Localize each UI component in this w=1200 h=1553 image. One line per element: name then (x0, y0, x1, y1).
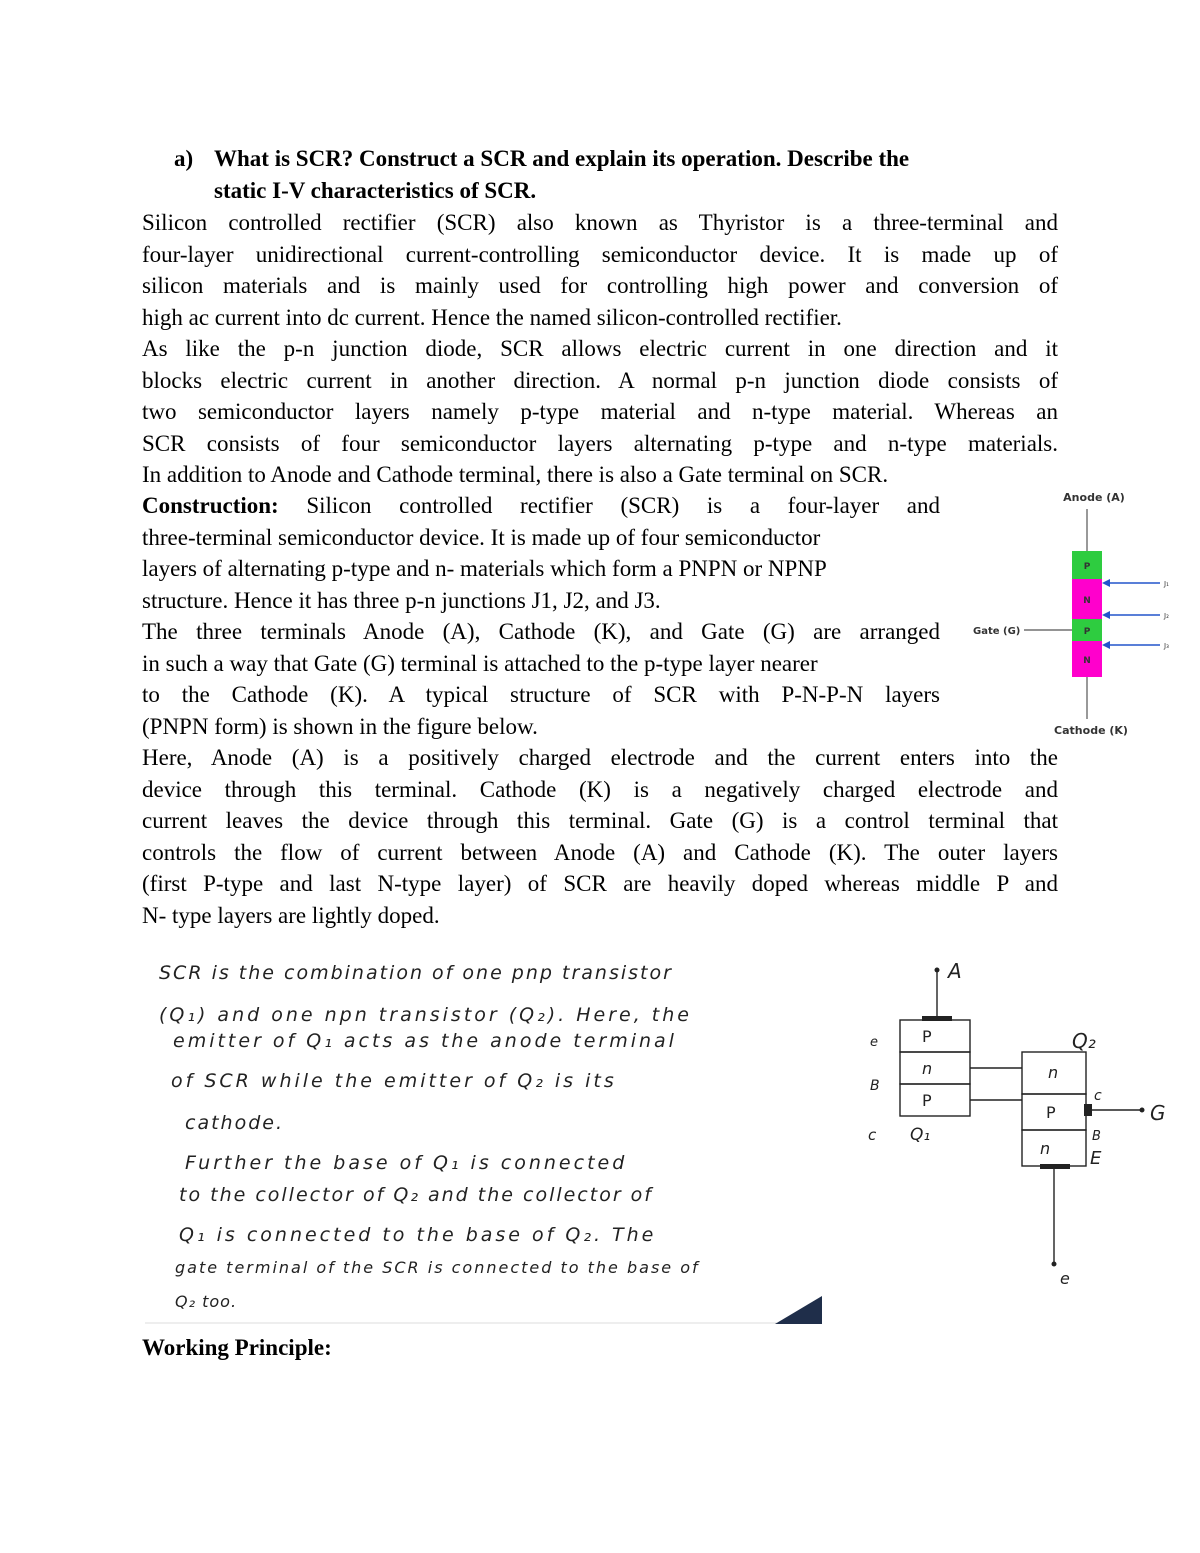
intro-line: blocks electric current in another direction. A normal p-n junction diode consists of (142, 367, 1058, 393)
intro-line: In addition to Anode and Cathode terminal, there is also a Gate terminal on SCR. (142, 462, 889, 487)
intro-line: Silicon controlled rectifier (SCR) also known as Thyristor is a three-terminal and (142, 210, 1058, 235)
sketch-label: E (1090, 1148, 1102, 1169)
handwritten-marks (145, 948, 825, 1326)
sketch-label: P (922, 1027, 932, 1046)
sketch-label: e (1060, 1269, 1070, 1288)
handwritten-line: to the collector of Q₂ and the collector of (179, 1184, 653, 1206)
working-principle-heading: Working Principle: (142, 1335, 332, 1360)
sketch-label: n (1040, 1139, 1051, 1158)
q1-layer-p-top (900, 1020, 970, 1052)
junction-label: J₂ (1164, 612, 1169, 620)
two-transistor-sketch (840, 950, 1185, 1290)
sketch-label: Q₂ (1072, 1029, 1096, 1053)
layer-label: P (1083, 627, 1091, 637)
handwritten-line: of SCR while the emitter of Q₂ is its (171, 1070, 617, 1092)
gate-label: Gate (G) (973, 626, 1021, 637)
intro-line: silicon materials and is mainly used for controlling high power and conversion of (142, 273, 1058, 298)
intro-line: four-layer unidirectional current-controlling semiconductor device. It is made up of (142, 241, 1058, 267)
terminals-line: device through this terminal. Cathode (K) is a negatively charged electrode and (142, 776, 1058, 802)
sketch-label: B (1092, 1129, 1101, 1144)
gate-terminal-dot (1140, 1108, 1145, 1113)
arrowhead-icon (1102, 579, 1110, 587)
terminals-line: current leaves the device through this terminal. Gate (G) is a control terminal that (142, 808, 1058, 833)
handwritten-line: emitter of Q₁ acts as the anode terminal (173, 1030, 677, 1052)
terminals-line: N- type layers are lightly doped. (142, 902, 440, 928)
intro-paragraph (142, 207, 1058, 491)
scr-structure-figure (960, 485, 1190, 740)
layer-label: P (1083, 562, 1091, 572)
terminals-paragraph (142, 742, 1058, 931)
handwritten-line: Further the base of Q₁ is connected (185, 1152, 628, 1174)
anode-label: Anode (A) (1063, 491, 1125, 504)
sketch-label: P (922, 1091, 932, 1110)
question-line-2: static I-V characteristics of SCR. (214, 177, 537, 203)
arrowhead-icon (1102, 611, 1110, 619)
sketch-label: A (948, 959, 962, 983)
sketch-label: n (1048, 1063, 1059, 1082)
sketch-label: P (1046, 1103, 1056, 1122)
sketch-label: e (870, 1035, 878, 1050)
handwritten-line: (Q₁) and one npn transistor (Q₂). Here, the (159, 1004, 692, 1026)
layer-label: N (1083, 656, 1091, 666)
question-label: a) (174, 146, 194, 171)
construction-line: three-terminal semiconductor device. It is made up of four semiconductor (142, 524, 821, 550)
sketch-label: c (1094, 1088, 1102, 1104)
anode-contact (922, 1016, 952, 1021)
cathode-label: Cathode (K) (1054, 724, 1128, 737)
construction-paragraph (142, 490, 940, 742)
handwritten-line: Q₁ is connected to the base of Q₂. The (179, 1224, 657, 1246)
q1-layer-p-bottom (900, 1084, 970, 1116)
gate-contact (1084, 1104, 1092, 1116)
terminals-line: controls the flow of current between Anode (A) and Cathode (K). The outer layers (142, 839, 1058, 865)
layer-label: N (1083, 596, 1091, 606)
sketch-label: Q₁ (910, 1125, 931, 1145)
arrowhead-icon (1102, 641, 1110, 649)
junction-label: J₃ (1164, 642, 1169, 650)
construction-line: layers of alternating p-type and n- materials which form a PNPN or NPNP (142, 556, 827, 581)
sketch-label: c (868, 1126, 877, 1144)
construction-line: The three terminals Anode (A), Cathode (K), and Gate (G) are arranged (142, 619, 940, 644)
construction-line: structure. Hence it has three p-n junctions J1, J2, and J3. (142, 587, 661, 613)
cathode-contact (1040, 1164, 1070, 1169)
intro-line: As like the p-n junction diode, SCR allows electric current in one direction and it (142, 336, 1058, 361)
handwritten-line: SCR is the combination of one pnp transistor (159, 962, 673, 984)
construction-line: in such a way that Gate (G) terminal is attached to the p-type layer nearer (142, 650, 818, 676)
construction-line: to the Cathode (K). A typical structure of SCR with P-N-P-N layers (142, 682, 940, 707)
junction-label: J₁ (1164, 580, 1169, 588)
sketch-label: n (922, 1059, 933, 1078)
anode-terminal-dot (935, 968, 940, 973)
q2-layer-n-bottom (1022, 1130, 1086, 1166)
construction-line: Construction: Silicon controlled rectifier (SCR) is a four-layer and (142, 493, 940, 518)
cathode-terminal-dot (1052, 1262, 1057, 1267)
question-line-1: a) What is SCR? Construct a SCR and explain its operation. Describe the (174, 143, 909, 175)
intro-line: SCR consists of four semiconductor layers alternating p-type and n-type materials. (142, 430, 1058, 456)
terminals-line: Here, Anode (A) is a positively charged electrode and the current enters into the (142, 745, 1058, 770)
sketch-label: B (870, 1078, 880, 1094)
scan-corner-shadow (775, 1296, 822, 1324)
handwritten-line: cathode. (185, 1112, 284, 1134)
sketch-label: G (1150, 1101, 1166, 1125)
terminals-line: (first P-type and last N-type layer) of SCR are heavily doped whereas middle P and (142, 871, 1058, 896)
question-heading (174, 143, 909, 206)
intro-line: two semiconductor layers namely p-type material and n-type material. Whereas an (142, 399, 1058, 424)
construction-heading: Construction: (142, 493, 279, 518)
handwritten-line: gate terminal of the SCR is connected to the base of (175, 1258, 700, 1277)
handwritten-line: Q₂ too. (175, 1292, 238, 1311)
intro-line: high ac current into dc current. Hence the named silicon-controlled rectifier. (142, 304, 842, 330)
construction-line: (PNPN form) is shown in the figure below. (142, 713, 538, 739)
handwritten-notes (145, 948, 825, 1326)
q1-layer-n (900, 1052, 970, 1084)
